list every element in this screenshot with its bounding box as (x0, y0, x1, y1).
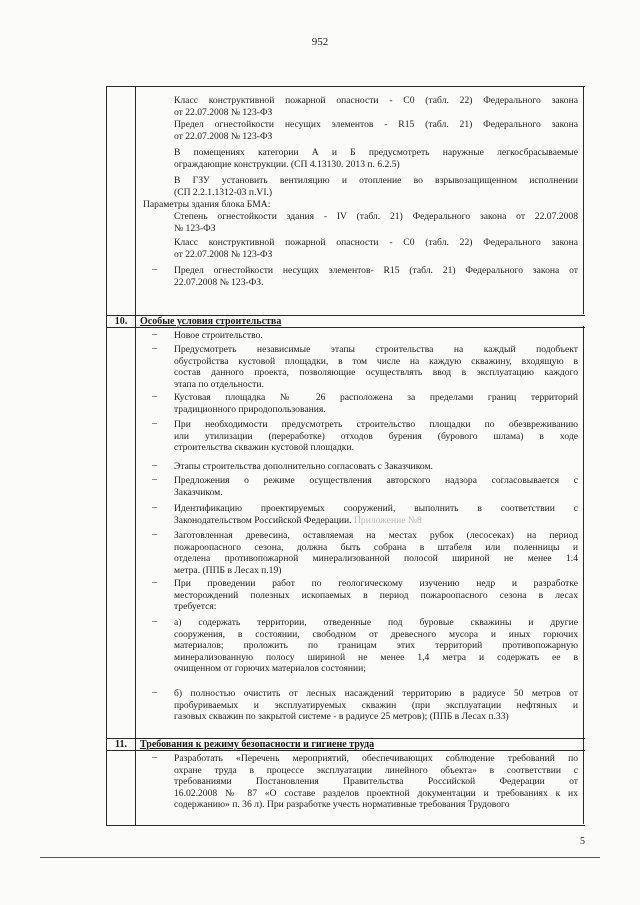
paragraph-line: № 123-ФЗ (174, 222, 216, 234)
paragraph-line: ограждающие конструкции. (СП 4.13130. 2013 п. 6.2.5) (174, 158, 400, 170)
section-11-title: Требования к режиму безопасности и гигиене труда (140, 739, 375, 750)
section-10-number: 10. (114, 316, 128, 327)
paragraph-line: газовых скважин по закрытой системе - в радиусе 25 метров); (ППБ в Лесах п.33) (174, 711, 509, 723)
paragraph-line: состав данного проекта, позволяющие осуществлять ввод в эксплуатацию каждого (174, 367, 578, 379)
section-11-number: 11. (115, 739, 127, 750)
bullet-dash: – (152, 529, 157, 540)
paragraph-line: В ГЗУ установить вентиляцию и отопление во взрывозащищенном исполнении (174, 175, 578, 186)
paragraph-line: от 22.07.2008 № 123-ФЗ (174, 248, 273, 260)
table-right-border-upper (583, 86, 584, 314)
bullet-dash: – (152, 418, 157, 429)
paragraph-line: 22.07.2008 № 123-ФЗ. (174, 276, 264, 288)
paragraph-line: Этапы строительства дополнительно согласовать с Заказчиком. (174, 461, 433, 472)
paragraph-line: или утилизации (переработке) отходов бурения (бурового шлама) в ходе (174, 430, 578, 442)
page-number-top: 952 (311, 36, 329, 48)
paragraph-line: (СП 2.2.1.1312-03 п.VI.) (174, 186, 273, 198)
paragraph-line: требуется: (174, 601, 217, 613)
bullet-dash: – (152, 577, 157, 588)
paragraph-line: Предусмотреть независимые этапы строительства на каждый подобъект (174, 344, 578, 355)
paragraph-line: пожароопасного сезона, должна быть собрана в штабеля или поленницы и (174, 541, 578, 553)
paragraph-line: сооружения, в состоянии, свободном от древесного мусора и иных горючих (174, 628, 578, 640)
bullet-dash: – (152, 460, 157, 471)
paragraph-line: Новое строительство. (174, 330, 263, 341)
paragraph-line: обустройства кустовой площадки, в том числе на каждую скважину, входящую в (174, 355, 578, 367)
bullet-dash: – (152, 502, 157, 513)
bullet-dash: – (152, 264, 157, 275)
bullet-dash: – (152, 616, 157, 627)
paragraph-line: Кустовая площадка № 26 расположена за пределами границ территорий (174, 392, 578, 403)
bullet-dash: – (152, 474, 157, 485)
bullet-dash: – (152, 343, 157, 354)
footer-rule (40, 857, 600, 858)
paragraph-line: метра. (ППБ в Лесах п.19) (174, 564, 282, 576)
section-10-header-rule (107, 327, 585, 328)
paragraph-line: пробуриваемых и эксплуатируемых скважин (при эксплуатации нефтяных и (174, 699, 578, 711)
paragraph-line: содержанию» п. 36 л). При разработке учесть нормативные требования Трудового (174, 799, 510, 811)
paragraph-line: При необходимости предусмотреть строительство площадки по обезвреживанию (174, 419, 578, 430)
paragraph-line: 16.02.2008 № 87 «О составе разделов проектной документации и требованиях к их (174, 787, 578, 799)
paragraph-line: минерализованную полосу шириной не менее 1,4 метра и содержать ее в (174, 651, 578, 663)
paragraph-line: Параметры здания блока БМА: (143, 199, 271, 210)
paragraph-line: от 22.07.2008 № 123-ФЗ (174, 130, 273, 142)
table-right-border-lower (583, 326, 584, 824)
paragraph-line: Класс конструктивной пожарной опасности - С0 (табл. 22) Федерального закона (174, 95, 578, 106)
paragraph-line: В помещениях категории А и Б предусмотреть наружные легкосбрасываемые (174, 147, 578, 158)
paragraph-line: месторождений полезных ископаемых в период пожароопасного сезона в лесах (174, 589, 578, 601)
paragraph-line: традиционного природопользования. (174, 403, 326, 415)
paragraph-line: этапа по отдельности. (174, 378, 264, 390)
paragraph-line: Заказчиком. (174, 486, 223, 498)
paragraph-line: Законодательством Российской Федерации. Приложение №8 (174, 514, 422, 526)
paragraph-line: от 22.07.2008 № 123-ФЗ (174, 106, 273, 118)
paragraph-line: Класс конструктивной пожарной опасности - С0 (табл. 22) Федерального закона (174, 237, 578, 248)
paragraph-line: Заготовленная древесина, оставляемая на местах рубок (лесосеках) на период (174, 530, 578, 541)
paragraph-line: материалов; проложить по границам этих территорий противопожарную (174, 640, 578, 652)
column-divider (135, 87, 136, 825)
paragraph-line: Степень огнестойкости здания - IV (табл. 21) Федерального закона от 22.07.2008 (174, 211, 578, 222)
paragraph-line: Разработать «Перечень мероприятий, обеспечивающих соблюдение требований по (174, 753, 578, 764)
section-10-title: Особые условия строительства (140, 316, 282, 327)
bullet-dash: – (152, 687, 157, 698)
paragraph-line: очищенном от горючих материалов состоянии; (174, 663, 366, 675)
paragraph-line: отделена противопожарной минерализованной полосой шириной не менее 1.4 (174, 553, 578, 565)
faint-stamp-text: Приложение №8 (351, 514, 422, 526)
paragraph-line: Предел огнестойкости несущих элементов - R15 (табл. 21) Федерального закона (174, 119, 578, 130)
paragraph-line: б) полностью очистить от лесных насаждений территорию в радиусе 50 метров от (174, 688, 578, 699)
paragraph-line: Предел огнестойкости несущих элементов- R15 (табл. 21) Федерального закона от (174, 265, 578, 276)
paragraph-line: При проведении работ по геологическому изучению недр и разработке (174, 578, 578, 589)
paragraph-line: требованиями Постановления Правительства Российской Федерации от (174, 776, 578, 788)
bullet-dash: – (152, 329, 157, 340)
paragraph-line: Предложения о режиме осуществления авторского надзора согласовывается с (174, 475, 578, 486)
paragraph-line: охране труда в процессе эксплуатации линейного объекта» в соответствии с (174, 764, 578, 776)
section-11-header-rule (107, 750, 585, 751)
paragraph-line: Идентификацию проектируемых сооружений, выполнить в соответствии с (174, 503, 578, 514)
bullet-dash: – (152, 752, 157, 763)
paragraph-line: строительства скважин кустовой площадки. (174, 442, 354, 454)
paragraph-line: а) содержать территории, отведенные под буровые скважины и другие (174, 617, 578, 628)
bullet-dash: – (152, 391, 157, 402)
page-number-bottom: 5 (580, 836, 585, 847)
